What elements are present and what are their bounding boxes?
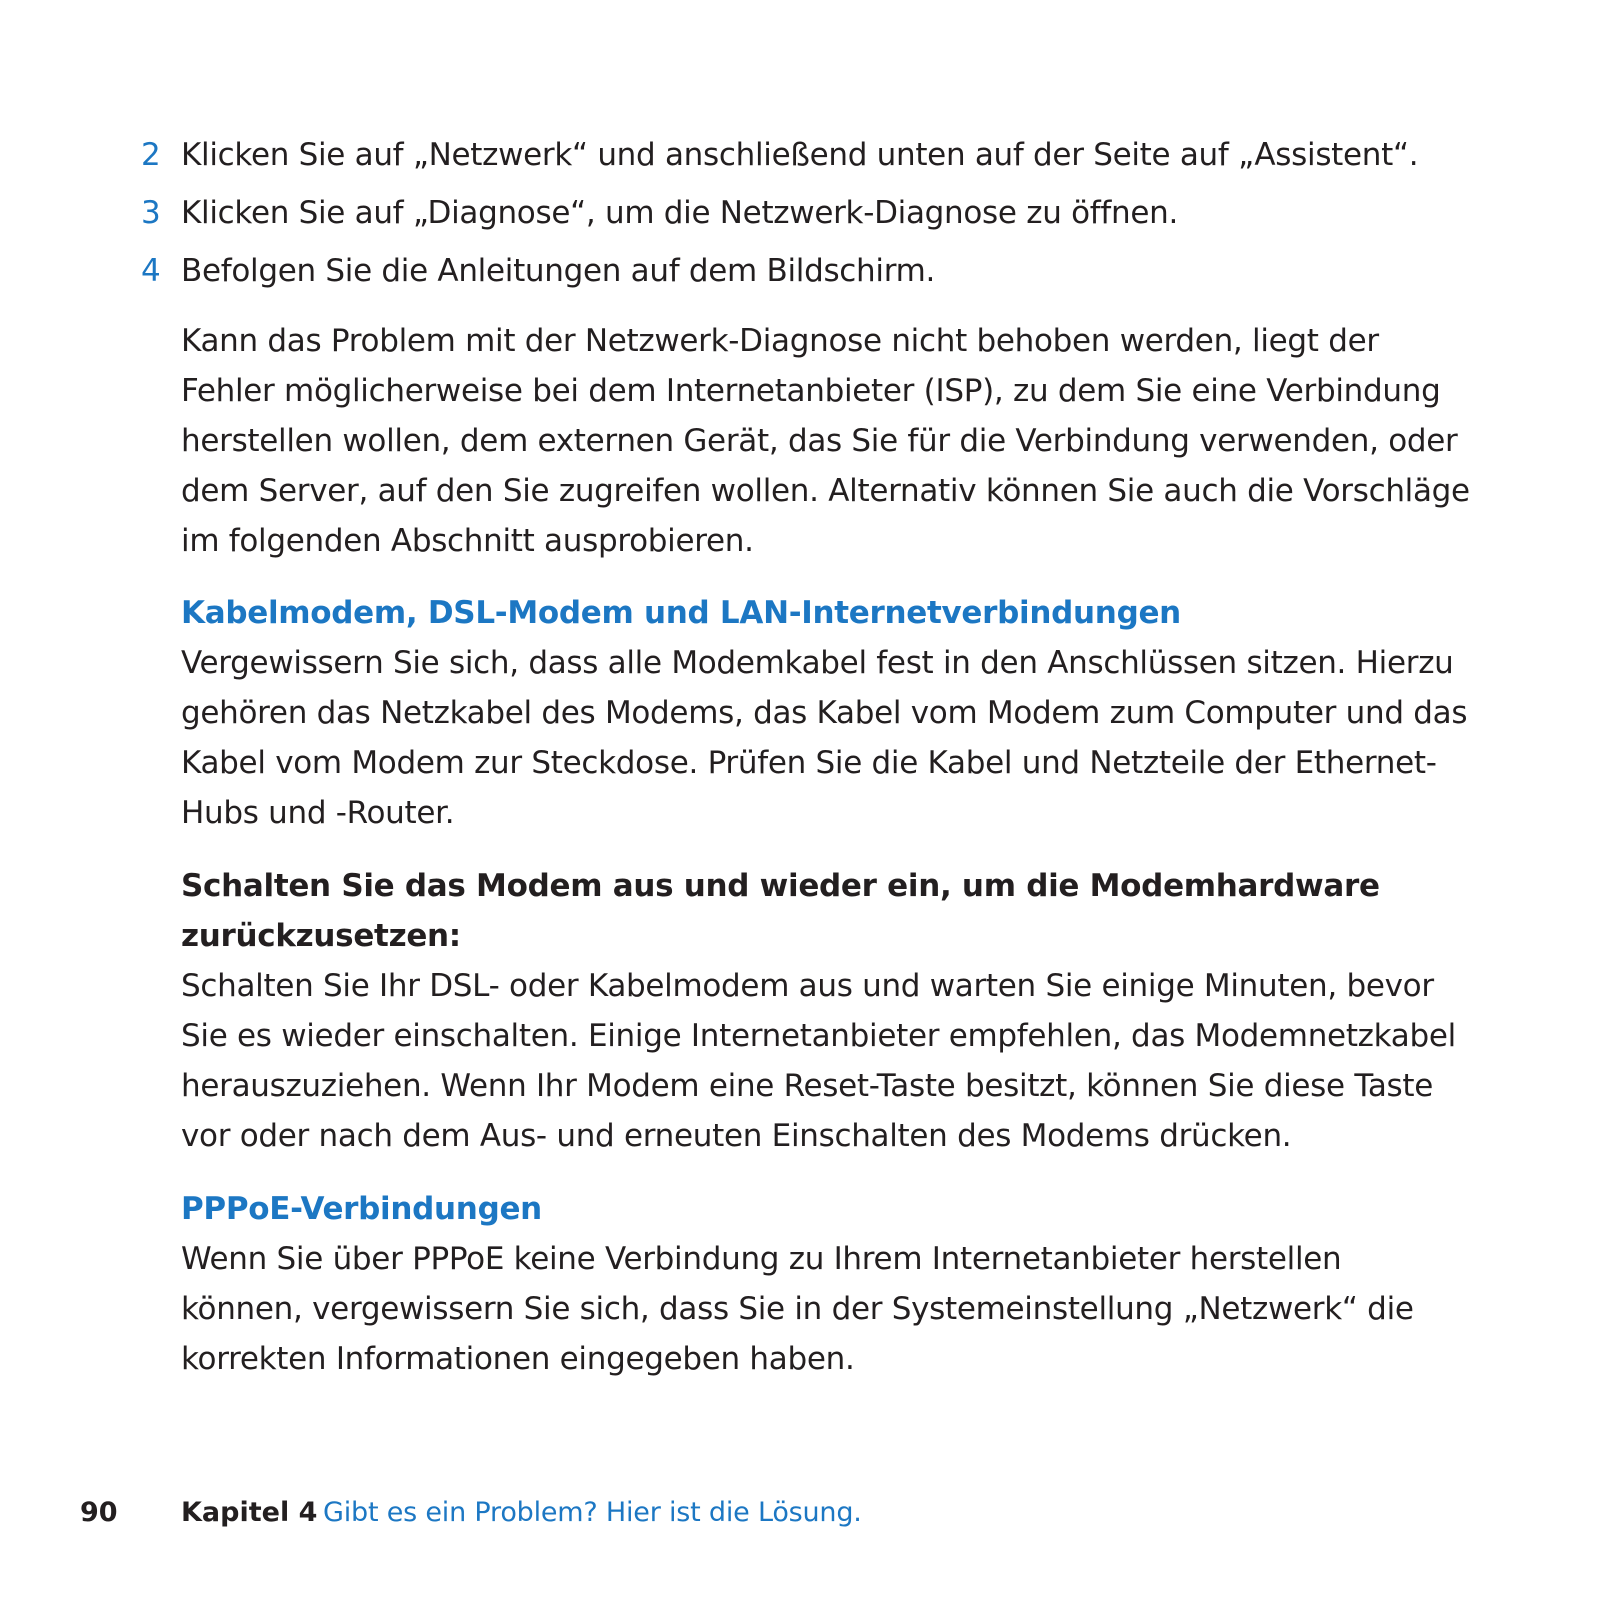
main-content — [181, 316, 1471, 1384]
step-list — [141, 126, 1471, 300]
section-body-modem-reset: Schalten Sie Ihr DSL- oder Kabelmodem aus und warten Sie einige Minuten, bevor Sie es wieder einschalten. Einige Internetanbieter empfehlen, das Modemnetzkabel herauszuziehen. Wenn Ihr Modem eine Reset-Taste besitzt, können Sie diese Taste vor oder nach dem Aus- und erneuten Einschalten des Modems drücken. — [181, 968, 1456, 1154]
step-item — [141, 242, 1471, 300]
chapter-title: Gibt es ein Problem? Hier ist die Lösung. — [323, 1497, 862, 1528]
section-heading-modem-reset: Schalten Sie das Modem aus und wieder ein, um die Modemhardware zurückzusetzen: — [181, 868, 1380, 954]
step-number: 4 — [141, 253, 161, 289]
chapter-label: Kapitel 4 — [181, 1497, 318, 1528]
step-item — [141, 126, 1471, 184]
step-text: Klicken Sie auf „Diagnose“, um die Netzwerk-Diagnose zu öffnen. — [181, 195, 1179, 231]
section-heading-cable-modem: Kabelmodem, DSL-Modem und LAN-Internetverbindungen — [181, 595, 1181, 631]
step-text: Klicken Sie auf „Netzwerk“ und anschließend unten auf der Seite auf „Assistent“. — [181, 137, 1419, 173]
step-item — [141, 184, 1471, 242]
page-number: 90 — [80, 1497, 118, 1528]
section-heading-pppoe: PPPoE-Verbindungen — [181, 1191, 542, 1227]
step-number: 2 — [141, 137, 161, 173]
step-number: 3 — [141, 195, 161, 231]
section-body-cable-modem: Vergewissern Sie sich, dass alle Modemkabel fest in den Anschlüssen sitzen. Hierzu gehören das Netzkabel des Modems, das Kabel vom Modem zum Computer und das Kabel vom Modem zur Steckdose. Prüfen Sie die Kabel und Netzteile der Ethernet-Hubs und -Router. — [181, 645, 1468, 831]
section-body-pppoe: Wenn Sie über PPPoE keine Verbindung zu Ihrem Internetanbieter herstellen können, vergewissern Sie sich, dass Sie in der Systemeinstellung „Netzwerk“ die korrekten Informationen eingegeben haben. — [181, 1241, 1414, 1377]
step-text: Befolgen Sie die Anleitungen auf dem Bildschirm. — [181, 253, 936, 289]
intro-paragraph: Kann das Problem mit der Netzwerk-Diagnose nicht behoben werden, liegt der Fehler möglicherweise bei dem Internetanbieter (ISP), zu dem Sie eine Verbindung herstellen wollen, dem externen Gerät, das Sie für die Verbindung verwenden, oder dem Server, auf den Sie zugreifen wollen. Alternativ können Sie auch die Vorschläge im folgenden Abschnitt ausprobieren. — [181, 323, 1470, 559]
